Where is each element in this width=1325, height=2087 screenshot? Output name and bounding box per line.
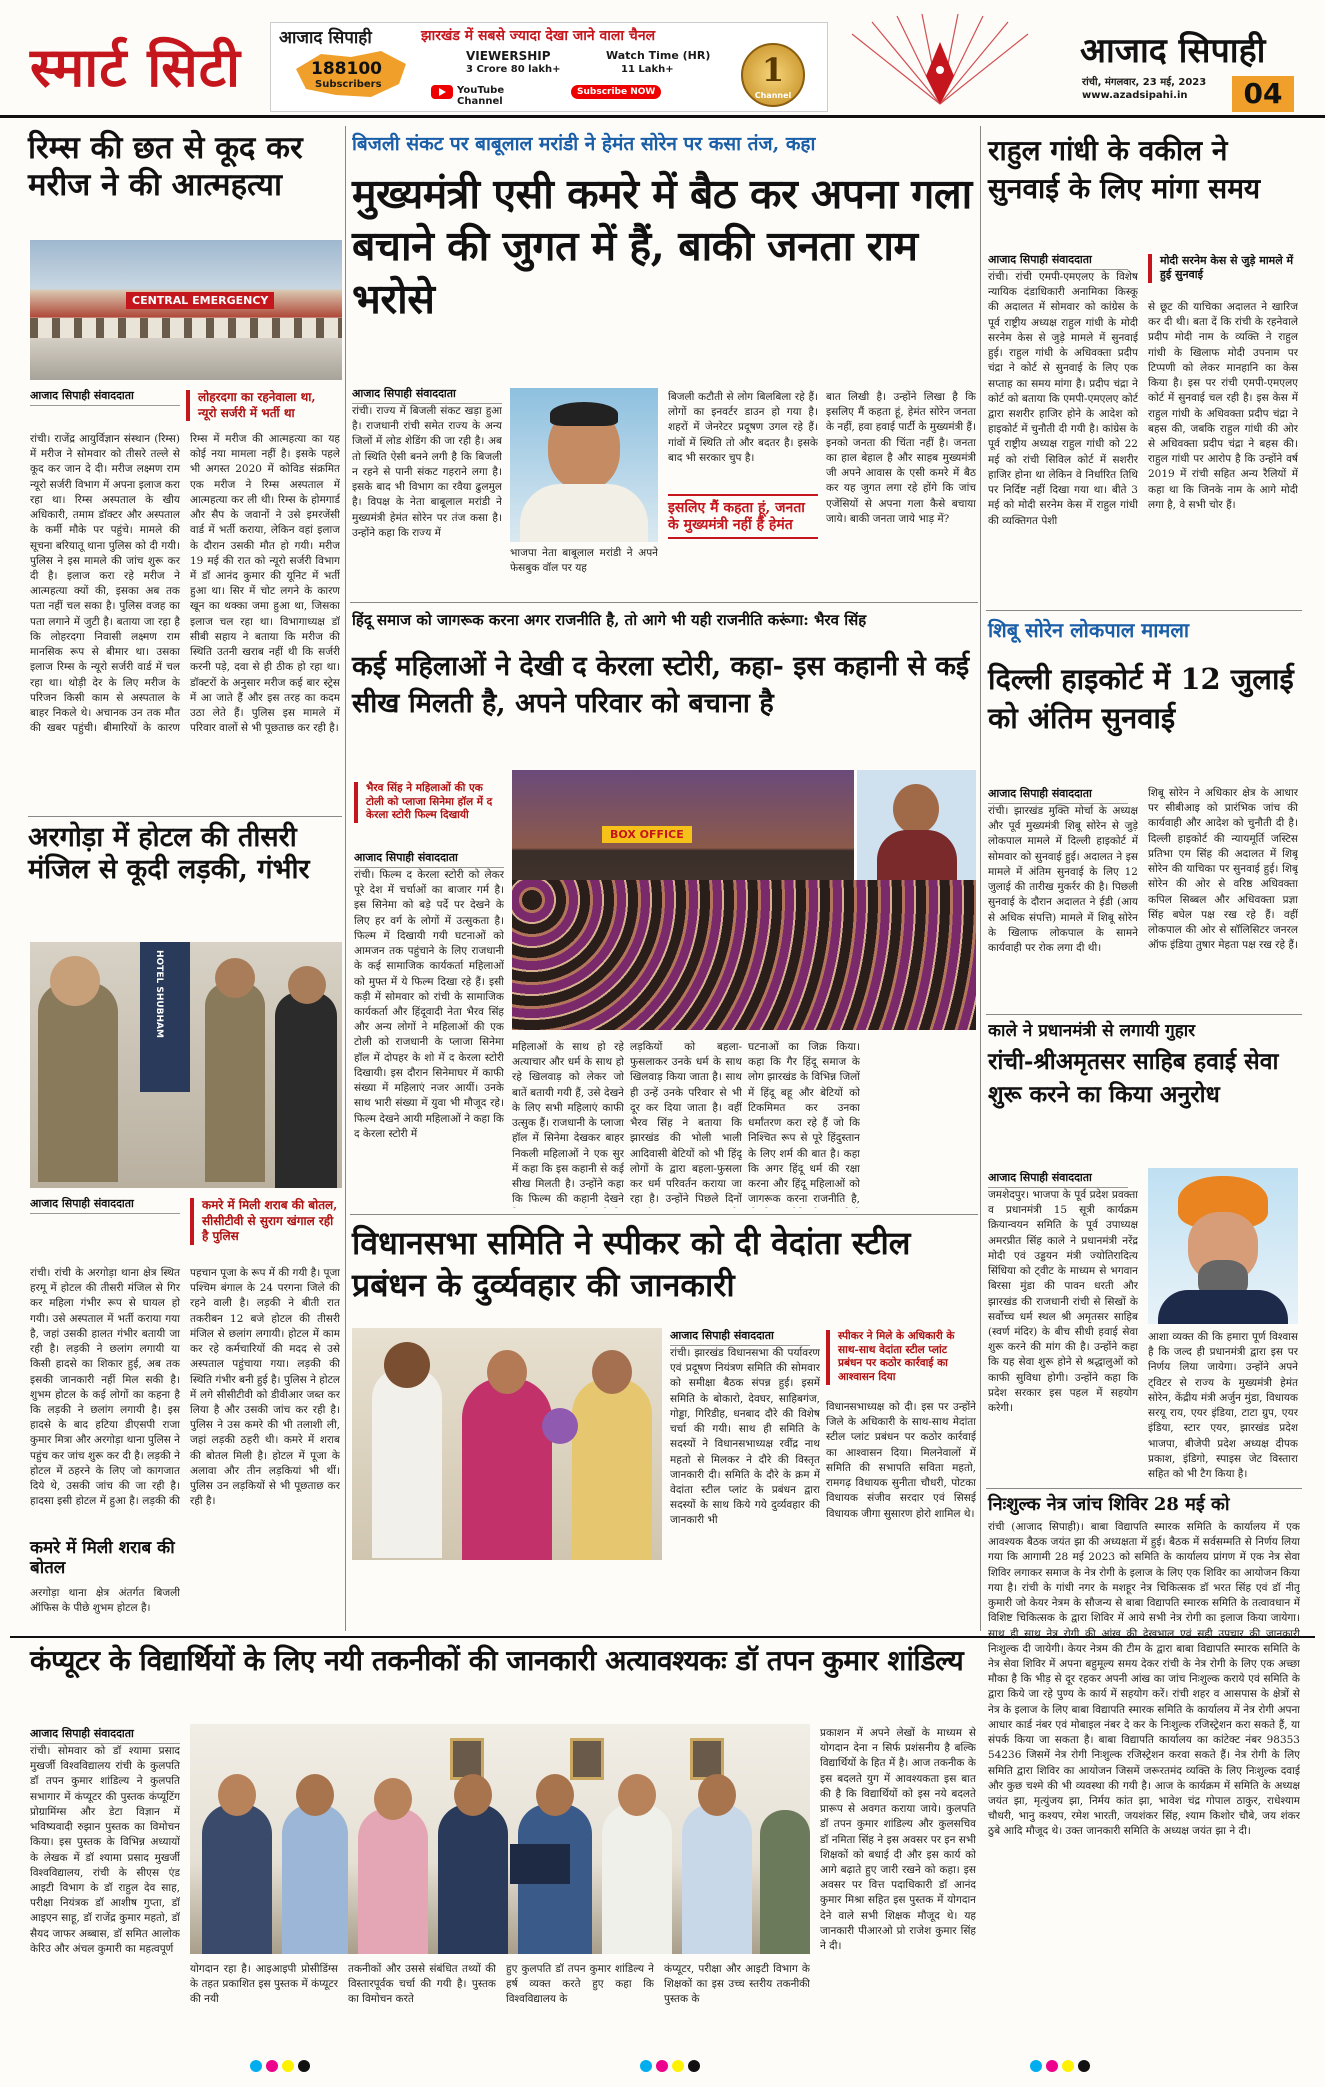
shibu-headline: दिल्ली हाइकोर्ट में 12 जुलाई को अंतिम सुनवाई xyxy=(988,662,1294,736)
computer-body2-text: योगदान रहा है। आइआइपी प्रोसीडिंग्स के तहत प्रकाशित इस पुस्तक में कंप्यूटर की नयी xyxy=(190,1963,338,2006)
argora-hotel-sign: HOTEL SHUBHAM xyxy=(154,950,164,1038)
computer-body2 xyxy=(190,1962,338,2040)
marandi-body1 xyxy=(352,404,502,600)
rims-photo-sign: CENTRAL EMERGENCY xyxy=(126,292,274,309)
argora-headline: अरगोड़ा में होटल की तीसरी मंजिल से कूदी लड़की, गंभीर xyxy=(28,822,310,885)
rims-callout: लोहरदगा का रहनेवाला था, न्यूरो सर्जरी में भर्ती था xyxy=(186,390,338,421)
shibu-body2 xyxy=(1148,786,1298,1020)
vidhansabha-body2 xyxy=(826,1400,976,1624)
rims-photo xyxy=(30,240,342,380)
rahul-body2 xyxy=(1148,300,1298,600)
amritsar-byline: आजाद सिपाही संवाददाता xyxy=(988,1170,1128,1188)
masthead xyxy=(0,0,1325,118)
marandi-headline: मुख्यमंत्री एसी कमरे में बैठ कर अपना गला बचाने की जुगत में हैं, बाकी जनता राम भरोसे xyxy=(352,170,972,323)
kerala-body3 xyxy=(630,1040,742,1208)
argora-subbody xyxy=(30,1586,180,1630)
computer-headline: कंप्यूटर के विद्यार्थियों के लिए नयी तकनीकों की जानकारी अत्यावश्यकः डॉ तपन कुमार शांडिल्य xyxy=(30,1644,964,1677)
kerala-body2 xyxy=(512,1040,624,1208)
number-one-badge xyxy=(741,43,805,107)
amritsar-kicker: काले ने प्रधानमंत्री से लगायी गुहार xyxy=(988,1021,1196,1041)
rahul-callout: मोदी सरनेम केस से जुड़े मामले में हुई सुनवाई xyxy=(1148,254,1298,283)
kerala-photo xyxy=(512,770,976,1030)
kerala-body1-text: रांची। फिल्म द केरला स्टोरी को लेकर पूरे देश में चर्चाओं का बाजार गर्म है। इस सिनेमा को बड़े पर्दे पर देखने के लिए हर वर्ग के लोगों में उत्सुकता है। फिल्म में दिखायी गयी घटनाओं को आमजन तक पहुंचाने के लिए राजधानी के कई सामाजिक कार्यकर्ता महिलाओं को मुफ्त में ये फिल्म दिखा रहे हैं। इसी कड़ी में सोमवार को रांची के सामाजिक कार्यकर्ता और हिंदूवादी नेता भैरव सिंह और अन्य लोगों ने महिलाओं की एक टोली को राजधानी के प्लाजा सिनेमा हॉल में दोपहर के शो में द केरला स्टोरी दिखायी। इस दौरान सिनेमाघर में काफी संख्या में महिलाएं नजर आयीं। उनके साथ भारी संख्या में युवा भी मौजूद रहे। फिल्म देखने आयी महिलाओं ने कहा कि द केरला स्टोरी में xyxy=(354,869,504,1140)
watch-time-label: Watch Time (HR) xyxy=(606,49,711,62)
marandi-photo-caption-text: भाजपा नेता बाबूलाल मरांडी ने अपने फेसबुक वॉल पर यह xyxy=(510,547,658,575)
eye-camp-headline: निःशुल्क नेत्र जांच शिविर 28 मई को xyxy=(988,1494,1230,1515)
rahul-byline: आजाद सिपाही संवाददाता xyxy=(988,252,1128,270)
computer-byline: आजाद सिपाही संवाददाता xyxy=(30,1726,180,1744)
kerala-kicker: हिंदू समाज को जागरूक करना अगर राजनीति है, तो आगे भी यही राजनीति करूंगा: भैरव सिंह xyxy=(352,611,867,629)
marandi-body2 xyxy=(668,390,818,490)
kerala-byline: आजाद सिपाही संवाददाता xyxy=(354,850,504,868)
computer-body4-text: हुए कुलपति डॉ तपन कुमार शांडिल्य ने हर्ष व्यक्त करते हुए कहा कि विश्वविद्यालय के xyxy=(506,1963,654,2006)
vidhansabha-byline: आजाद सिपाही संवाददाता xyxy=(670,1328,810,1346)
computer-body5 xyxy=(664,1962,810,2040)
subscribe-button[interactable]: Subscribe NOW xyxy=(571,85,661,99)
marandi-photo-caption xyxy=(510,546,658,586)
computer-body4 xyxy=(506,1962,654,2040)
vidhansabha-callout: स्पीकर ने मिले के अधिकारी के साथ-साथ वेदांता स्टील प्लांट प्रबंधन पर कठोर कार्रवाई का आश्वासन दिया xyxy=(826,1330,974,1385)
registration-marks xyxy=(0,2050,1325,2080)
vidhansabha-body1 xyxy=(670,1346,820,1624)
page-number: 04 xyxy=(1232,76,1294,112)
paper-name: आजाद सिपाही xyxy=(1080,31,1266,71)
vidhansabha-photo xyxy=(352,1328,662,1560)
shibu-kicker: शिबू सोरेन लोकपाल मामला xyxy=(988,618,1190,642)
computer-body5-text: कंप्यूटर, परीक्षा और आइटी विभाग के शिक्षकों का इस उच्च स्तरीय तकनीकी पुस्तक के xyxy=(664,1963,810,2006)
promo-brand: आजाद सिपाही xyxy=(279,28,372,48)
shibu-body1-text: रांची। झारखंड मुक्ति मोर्चा के अध्यक्ष और पूर्व मुख्यमंत्री शिबू सोरेन से जुड़े लोकपाल मामले में दिल्ली हाइकोर्ट में सोमवार को सुनवाई हुई। अदालत ने इस मामले में अंतिम सुनवाई के लिए 12 जुलाई की तारीख मुकर्रर की है। पिछली सुनवाई के दौरान अदालत ने ईडी (आय से अधिक संपत्ति) मामले में शिबू सोरेन के खिलाफ लोकपाल के सामने कार्यवाही पर रोक लगा दी थी। xyxy=(988,805,1138,954)
computer-photo xyxy=(190,1724,810,1954)
amritsar-body2 xyxy=(1148,1330,1298,1484)
amritsar-body1 xyxy=(988,1188,1138,1482)
kerala-callout: भैरव सिंह ने महिलाओं की एक टोली को प्लाजा सिनेमा हॉल में द केरला स्टोरी फिल्म दिखायी xyxy=(354,782,494,823)
place-date: रांची, मंगलवार, 23 मई, 2023 xyxy=(1082,77,1207,88)
viewership-value: 3 Crore 80 lakh+ xyxy=(466,64,561,75)
argora-photo xyxy=(30,942,342,1188)
shibu-byline: आजाद सिपाही संवाददाता xyxy=(988,786,1128,804)
watch-time-value: 11 Lakh+ xyxy=(621,64,674,75)
kerala-box-office-sign: BOX OFFICE xyxy=(602,826,692,843)
section-title: स्मार्ट सिटी xyxy=(30,35,241,99)
vidhansabha-body2-text: विधानसभाध्यक्ष को दी। इस पर उन्होंने जिले के अधिकारी के साथ-साथ मेदांता स्टील प्लांट प्रबंधन पर कठोर कार्रवाई का आश्वासन दिया। मिलनेवालों में समिति की सभापति सविता महतो, रामगढ़ विधायक सुनीता चौधरी, पोटका विधायक संजीव सरदार एवं सिसई विधायक जीगा सुसारण होरो शामिल थे। xyxy=(826,1401,976,1520)
computer-body3 xyxy=(348,1962,496,2040)
kerala-body4-text: घटनाओं का जिक्र किया। कहा कि गैर हिंदू समाज के लोग झारखंड के विभिन्न जिलों में हिंदू बहू और बेटियों को टिकमिमत कर उनका धर्मांतरण करा रहे हैं जो कि निश्चित रूप से पूरे हिंदुस्तान के लिए शर्म की बात है। कहा कि अगर हिंदू धर्म की रक्षा करना और हिंदू महिलाओं को जागरूक करना राजनीति है, xyxy=(748,1041,860,1206)
computer-body1-text: रांची। सोमवार को डॉ श्यामा प्रसाद मुखर्जी विश्वविद्यालय रांची के कुलपति डॉ तपन कुमार शांडिल्य ने कुलपति सभागार में कंप्यूटर की पुस्तक कंप्यूटिंग प्रोग्रामिंग्स और डेटा विज्ञान में भविष्यवादी रुझान पुस्तक का विमोचन किया। इस पुस्तक के विभिन्न अध्यायों के लेखक में डॉ श्यामा प्रसाद मुखर्जी विश्वविद्यालय, रांची के सीएस एंड आइटी विभाग के डॉ राहुल देव साह, परीक्षा नियंत्रक डॉ आशीष गुप्ता, डॉ आइएन साहू, डॉ राजेंद्र कुमार महतो, डॉ सैयद जाफर अब्बास, डॉ समित आलोक केरिउ और अंचल कुमारी का महत्वपूर्ण xyxy=(30,1745,180,1955)
subscriber-label: Subscribers xyxy=(315,79,382,90)
kerala-body4 xyxy=(748,1040,860,1208)
amritsar-body2-text: आशा व्यक्त की कि हमारा पूर्ण विश्वास है कि जल्द ही प्रधानमंत्री द्वारा इस पर निर्णय लिया जायेगा। उन्होंने अपने ट्विटर से राज्य के मुख्यमंत्री हेमंत सोरेन, केंद्रीय मंत्री अर्जुन मुंडा, विधायक सरयू राय, एयर इंडिया, टाटा ग्रुप, एयर इंडिया, स्टार एयर, झारखंड प्रदेश भाजपा, बीजेपी प्रदेश अध्यक्ष दीपक प्रकाश, इंडिगो, स्पाइस जेट विस्तारा सहित को भी टैग किया है। xyxy=(1148,1331,1298,1480)
promo-tagline: झारखंड में सबसे ज्यादा देखा जाने वाला चैनल xyxy=(421,28,656,44)
viewership-label: VIEWERSHIP xyxy=(466,49,551,63)
eye-camp-body xyxy=(988,1520,1300,2040)
shibu-body1 xyxy=(988,804,1138,1020)
marandi-body1-text: रांची। राज्य में बिजली संकट खड़ा हुआ है। राजधानी रांची समेत राज्य के अन्य जिलों में लोड शेडिंग की जा रही है। अब तो स्थिति ऐसी बनने लगी है कि बिजली न रहने से पानी संकट गहराने लगा है। इसके बाद भी विभाग का रवैया ढुलमुल है। विपक्ष के नेता बाबूलाल मरांडी ने मुख्यमंत्री हेमंत सोरेन पर तंज कसा है। उन्होंने कहा कि राज्य में xyxy=(352,405,502,539)
computer-body1 xyxy=(30,1744,180,2040)
vidhansabha-body1-text: रांची। झारखंड विधानसभा की पर्यावरण एवं प्रदूषण नियंत्रण समिति की सोमवार को समीक्षा बैठक संपन्न हुई। इसमें समिति के बोकारो, देवघर, साहिबगंज, गोड्डा, गिरिडीह, धनबाद दौरे की विशेष चर्चा की गयी। साथ ही समिति के सदस्यों ने विधानसभाध्यक्ष रवींद्र नाथ महतो से मिलकर ने दौरे की विस्तृत जानकारी दी। समिति के दौरे के क्रम में वेदांता स्टील प्लांट के प्रबंधन द्वारा सदस्यों के साथ किये गये दुर्व्यवहार की जानकारी भी xyxy=(670,1347,820,1527)
computer-body6-text: प्रकाशन में अपने लेखों के माध्यम से योगदान देना न सिर्फ प्रशंसनीय है बल्कि विद्यार्थियों के हित में है। आज तकनीक के इस बदलते युग में आवश्यकता इस बात की है कि विद्यार्थियों को इस नये बदलते प्रारूप से अवगत कराया जाये। कुलपति डॉ तपन कुमार शांडिल्य और कुलसचिव डॉ नमिता सिंह ने इस अवसर पर इन सभी शिक्षकों को बधाई दी और इस कार्य को आगे बढ़ाते हुए जारी रखने को कहा। इस अवसर पर वित्त पदाधिकारी डॉ आनंद कुमार मिश्रा सहित इस पुस्तक में योगदान देने वाले सभी शिक्षक मौजूद थे। यह जानकारी पीआरओ प्रो राजेश कुमार सिंह ने दी। xyxy=(820,1727,976,1953)
rahul-body1 xyxy=(988,270,1138,600)
argora-body-text: रांची। रांची के अरगोड़ा थाना क्षेत्र स्थित हरमू में होटल की तीसरी मंजिल से गिर कर महिला गंभीर रूप से घायल हो गयी। उसे अस्पताल में भर्ती कराया गया है, जहां उसकी हालत गंभीर बतायी जा रही है। लड़की ने छलांग लगायी या किसी हादसे का शिकार हुई, अब तक इसकी जानकारी नहीं मिल सकी है। शुभम होटल के कई लोगों का कहना है कि लड़की ने छलांग लगायी है। इस हादसे के बाद हटिया डीएसपी राजा कुमार मित्रा और अरगोड़ा थाना पुलिस ने पहुंच कर जांच शुरू कर दी है। लड़की ने होटल में ठहरने के लिए जो कागजात दिये थे, उसकी जांच की जा रही है। हादसा इसी होटल में हुआ है। लड़की की पहचान पूजा के रूप में की गयी है। पूजा पश्चिम बंगाल के 24 परगना जिले की रहने वाली है। लड़की ने बीती रात तकरीबन 12 बजे होटल की तीसरी मंजिल से छलांग लगायी। होटल में काम कर रहे कर्मचारियों की मदद से उसे अस्पताल पहुंचाया गया। लड़की की स्थिति गंभीर बनी हुई है। पुलिस ने होटल में लगे सीसीटीवी को डीवीआर जब्त कर लिया है और उसकी जांच कर रही है। पुलिस ने उस कमरे की भी तलाशी ली, जहां लड़की ठहरी थी। कमरे में शराब की बोतल मिली है। होटल में पूजा के अलावा और तीन लड़कियां भी थीं। पुलिस उन लड़कियों से भी पूछताछ कर रही है। xyxy=(30,1267,340,1508)
rahul-body1-text: रांची। रांची एमपी-एमएलए के विशेष न्यायिक दंडाधिकारी अनामिका किस्कू की अदालत में सोमवार को कांग्रेस के पूर्व राष्ट्रीय अध्यक्ष राहुल गांधी के मोदी सरनेम केस से जुड़े मामले में सुनवाई हुई। राहुल गांधी के अधिवक्ता प्रदीप चंद्रा ने कोर्ट से सुनवाई के लिए एक सप्ताह का समय मांगा है। प्रदीप चंद्रा ने कोर्ट को बताया कि एमपी-एमएलए कोर्ट द्वारा सशरीर हाजिर होने के आदेश को हाइकोर्ट में चुनौती दी गयी है। कांग्रेस के पूर्व राष्ट्रीय अध्यक्ष राहुल गांधी को 22 मई को रांची सिविल कोर्ट में सशरीर हाजिर होना था लेकिन वे निर्धारित तिथि पर निर्दिष्ट नहीं दिखा गया था। बीते 3 मई को मोदी सरनेम केस में राहुल गांधी की व्यक्तिगत पेशी xyxy=(988,271,1138,527)
rims-body xyxy=(30,408,340,808)
argora-body xyxy=(30,1214,340,1544)
amritsar-headline: रांची-श्रीअमृतसर साहिब हवाई सेवा शुरू करने का किया अनुरोध xyxy=(988,1048,1279,1108)
argora-subhead: कमरे में मिली शराब की बोतल xyxy=(30,1538,175,1579)
marandi-body3 xyxy=(826,390,976,590)
argora-callout: कमरे में मिली शराब की बोतल, सीसीटीवी से सुराग खंगाल रही है पुलिस xyxy=(190,1198,340,1245)
youtube-icon xyxy=(431,85,453,99)
kerala-headline: कई महिलाओं ने देखी द केरला स्टोरी, कहा- इस कहानी से कई सीख मिलती है, अपने परिवार को बचाना है xyxy=(352,651,970,720)
pen-nib-logo xyxy=(842,14,1038,110)
eye-camp-body-text: रांची (आजाद सिपाही)। बाबा विद्यापति स्मारक समिति के कार्यालय में एक आवश्यक बैठक जयंत झा की अध्यक्षता में हुई। बैठक में सर्वसम्मति से निर्णय लिया गया कि आगामी 28 मई 2023 को समिति के कार्यालय प्रांगण में एक नेत्र सेवा शिविर लगाकर समाज के नेत्र रोगी के इलाज के लिए एक शिविर का आयोजन किया गया है। रांची के गांधी नगर के मशहूर नेत्र चिकित्सक डॉ भरत सिंह एवं डॉ नीतू कुमारी जो केयर नेत्रम के सौजन्य से बाबा विद्यापति स्मारक समिति के तत्वावधान में विशिष्ट चिकित्सक के द्वारा शिविर में आये सभी नेत्र रोगी का इलाज किया जायेगा। साथ ही साथ नेत्र रोगी की आंख की देखभाल एवं सही उपचार की जानकारी निःशुल्क दी जायेगी। केयर नेत्रम की टीम के द्वारा बाबा विद्यापति स्मारक समिति के नेत्र सेवा शिविर में अपना बहुमूल्य समय देकर रांची के नेत्र रोगी के लिए एक अच्छा मौका है कि भीड़ से दूर रहकर अपनी आंख का जांच निःशुल्क कराये एवं समिति के द्वारा किये जा रहे पुण्य के कार्य में सहयोग करें। रांची शहर व आसपास के क्षेत्रों से नेत्र के इलाज के लिए बाबा विद्यापति स्मारक समिति के कार्यालय में नेत्र रोगी अपना आधार कार्ड नंबर एवं मोबाइल नंबर दे कर के निःशुल्क रजिस्ट्रेशन करा सकते हैं, या संपर्क किया जा सकता है। बाबा विद्यापति कार्यालय का कांटेक्ट नंबर 98353 54236 जिसमें नेत्र रोगी निःशुल्क रजिस्ट्रेशन करवा सकते हैं। नेत्र रोगी के लिए समिति द्वारा शिविर का आयोजन जिसमें जरूरतमंद व्यक्ति के लिए निःशुल्क दवाई और कुछ चश्मे की भी व्यवस्था की गयी है। आज के कार्यक्रम में समिति के अध्यक्ष जयंत झा, मृत्युंजय झा, निर्मय कांत झा, भावेश चंद्र गोपाल ठाकुर, राधेश्याम चौधरी, भानु कश्यप, रमेश भारती, जयशंकर सिंह, श्याम किशोर चौबे, जय शंकर ठुबे आदि मौजूद थे। उक्त जानकारी समिति के अध्यक्ष जयंत झा ने दी। xyxy=(988,1521,1300,1838)
marandi-byline: आजाद सिपाही संवाददाता xyxy=(352,386,502,404)
rims-body-text: रांची। राजेंद्र आयुर्विज्ञान संस्थान (रिम्स) में मरीज ने सोमवार को तीसरे तल्ले से कूद कर जान दे दी। मरीज लक्ष्मण राम न्यूरो सर्जरी विभाग में अपना इलाज करा रहा था। रिम्स अस्पताल के खीय अधिकारी, तमाम डॉक्टर और अस्पताल के कर्मी मौके पर पहुंचे। मामले की सूचना बरियातू थाना पुलिस को दी गयी। पुलिस ने इस मामले की जांच शुरू कर दी है। इलाज करा रहे मरीज ने आत्महत्या क्यों की, इसका अब तक पता नहीं चल सका है। पुलिस वजह का पता लगाने में जुटी है। बताया जा रहा है कि लोहरदगा निवासी लक्ष्मण राम मानसिक रूप से बीमार था। उसका इलाज रिम्स के न्यूरो सर्जरी वार्ड में चल रहा था। थोड़ी देर के लिए मरीज के परिजन किसी काम से अस्पताल के बाहर निकले थे। अचानक उन तक मौत की खबर पहुंची। बीमारियों के कारण रिम्स में मरीज की आत्महत्या का यह कोई नया मामला नहीं है। इसके पहले भी अगस्त 2020 में कोविड संक्रमित एक मरीज ने रिम्स अस्पताल में आत्महत्या कर ली थी। रिम्स के होमगार्ड और सैप के जवानों ने उसे इमरजेंसी वार्ड में भर्ती कराया, लेकिन वहां इलाज के दौरान उसकी मौत हो गयी। मरीज 19 मई की रात को न्यूरो सर्जरी विभाग में डॉ आनंद कुमार की यूनिट में भर्ती हुआ था। सिर में चोट लगने के कारण खून का थक्का जमा हुआ था, जिसका इलाज चल रहा था। विभागाध्यक्ष डॉ सीबी सहाय ने बताया कि मरीज की स्थिति उतनी खराब नहीं थी कि सर्जरी करनी पड़े, दवा से ही ठीक हो रहा था। डॉक्टरों के अनुसार मरीज कई बार स्ट्रेस में आ जाते हैं और इस तरह का कदम उठा लेते हैं। पुलिस इस मामले में परिवार वालों से भी पूछताछ कर रही है। xyxy=(30,433,340,735)
computer-body3-text: तकनीकों और उससे संबंधित तथ्यों की विस्तारपूर्वक चर्चा की गयी है। पुस्तक का विमोचन करते xyxy=(348,1963,496,2006)
rank-value: 1 xyxy=(761,51,785,89)
subscriber-count: 188100 xyxy=(311,59,382,79)
rahul-body2-text: से छूट की याचिका अदालत ने खारिज कर दी थी। बता दें कि रांची के रहनेवाले प्रदीप मोदी नाम के व्यक्ति ने राहुल गांधी के खिलाफ मोदी उपनाम पर टिप्पणी को लेकर मानहानि का केस किया है। इस पर रांची एमपी-एमएलए कोर्ट में सुनवाई चल रही है। इस केस में राहुल गांधी के अधिवक्ता प्रदीप चंद्रा ने बहस की, जबकि राहुल गांधी की ओर से अधिवक्ता प्रदीप चंद्रा ने बहस की। राहुल गांधी पर आरोप है कि उन्होंने वर्ष 2019 में रांची सहित अन्य रैलियों में कहा था कि जिनके नाम के आगे मोदी लगा है, वे सभी चोर हैं। xyxy=(1148,301,1298,511)
marandi-kicker: बिजली संकट पर बाबूलाल मरांडी ने हेमंत सोरेन पर कसा तंज, कहा xyxy=(352,133,816,155)
kerala-body3-text: लड़कियों को बहला-फुसलाकर उनके धर्म के साथ खिलवाड़ किया जाता है। साथ ही उन्हें उनके परिवार से भी दूर कर दिया जाता है। वहीं भैरव सिंह ने बताया कि झारखंड की भोली भाली आदिवासी बेटियों को भी हिंदू लोगों के द्वारा बहला-फुसला कर धर्म परिवर्तन कराया जा रहा है। उन्होंने पिछले दिनों xyxy=(630,1041,742,1206)
website[interactable]: www.azadsipahi.in xyxy=(1082,90,1188,101)
youtube-label: YouTube Channel xyxy=(457,85,505,107)
kerala-body2-text: महिलाओं के साथ हो रहे अत्याचार और धर्म के साथ हो रहे खिलवाड़ को लेकर जो बातें बतायी गयी हैं, उसे देखने के लिए सभी महिलाएं काफी उत्सुक हैं। राजधानी के प्लाजा हॉल में सिनेमा देखकर बाहर निकली महिलाओं ने एक सुर में कहा कि इस कहानी से कई सीख मिलती है। उन्होंने कहा कि फिल्म की कहानी देखने xyxy=(512,1041,624,1206)
rims-headline: रिम्स की छत से कूद कर मरीज ने की आत्महत्या xyxy=(28,130,303,203)
rank-label: Channel xyxy=(754,91,792,100)
marandi-pullquote: इसलिए मैं कहता हूं, जनता के मुख्यमंत्री नहीं हैं हेमंत xyxy=(668,494,818,539)
argora-byline: आजाद सिपाही संवाददाता xyxy=(30,1196,180,1214)
marandi-body2-text: बिजली कटौती से लोग बिलबिला रहे हैं। लोगों का इनवर्टर डाउन हो गया है। शहरों में जेनरेटर प्रदूषण उगल रहे हैं। गांवों में स्थिति तो और बदतर है। इसके बाद भी सरकार चुप है। xyxy=(668,391,818,464)
amritsar-photo xyxy=(1148,1168,1298,1324)
kerala-body1 xyxy=(354,868,504,1206)
vidhansabha-headline: विधानसभा समिति ने स्पीकर को दी वेदांता स्टील प्रबंधन के दुर्व्यवहार की जानकारी xyxy=(352,1224,911,1305)
amritsar-body1-text: जमशेदपुर। भाजपा के पूर्व प्रदेश प्रवक्ता व प्रधानमंत्री 15 सूत्री कार्यक्रम क्रियान्वयन समिति के पूर्व उपाध्यक्ष अमरप्रीत सिंह काले ने प्रधानमंत्री नरेंद्र मोदी एवं उड्डयन मंत्री ज्योतिरादित्य सिंधिया को ट्वीट के माध्यम से भगवान बिरसा मुंडा की पावन धरती और झारखंड की राजधानी रांची से सिखों के सर्वोच्च धर्म स्थल श्री अमृतसर साहिब (स्वर्ण मंदिर) के बीच सीधी हवाई सेवा शुरू करने की मांग की है। उन्होंने कहा कि यह सेवा शुरू होने से श्रद्धालुओं को काफी सुविधा होगी। उन्होंने कहा कि प्रदेश सरकार इस पहल में सहयोग करेगी। xyxy=(988,1189,1138,1415)
computer-body6 xyxy=(820,1726,976,2040)
marandi-photo xyxy=(510,388,658,542)
argora-subbody-text: अरगोड़ा थाना क्षेत्र अंतर्गत बिजली ऑफिस के पीछे शुभम होटल है। xyxy=(30,1587,180,1615)
marandi-body3-text: बात लिखी है। उन्होंने लिखा है कि इसलिए मैं कहता हूं, हेमंत सोरेन जनता के नहीं, हवा हवाई पार्टी के मुख्यमंत्री हैं। इनको जनता की चिंता नहीं है। जनता का हाल बेहाल है और साहब मुख्यमंत्री जी अपने आवास के एसी कमरे में बैठ कर यह जुगत लगा रहे होंगे कि जांच एजेंसियों से अपना गला कैसे बचाया जाये। बाकी जनता जाये भाड़ में? xyxy=(826,391,976,525)
rims-byline: आजाद सिपाही संवाददाता xyxy=(30,388,180,406)
rahul-headline: राहुल गांधी के वकील ने सुनवाई के लिए मांगा समय xyxy=(988,134,1261,206)
shibu-body2-text: शिबू सोरेन ने अधिकार क्षेत्र के आधार पर सीबीआइ को प्रारंभिक जांच की कार्यवाही और आदेश को चुनौती दी है। दिल्ली हाइकोर्ट की न्यायमूर्ति जस्टिस प्रतिभा एम सिंह की अदालत में शिबू सोरेन की याचिका पर सुनवाई हुई। शिबू सोरेन की ओर से वरिष्ठ अधिवक्ता कपिल सिब्बल और अधिवक्ता प्रज्ञा सिंह बघेल पक्ष रख रहे हैं। वहीं लोकपाल की ओर से सॉलिसिटर जनरल ऑफ इंडिया तुषार मेहता पक्ष रख रहे हैं। xyxy=(1148,787,1298,952)
channel-promo[interactable] xyxy=(270,22,828,112)
